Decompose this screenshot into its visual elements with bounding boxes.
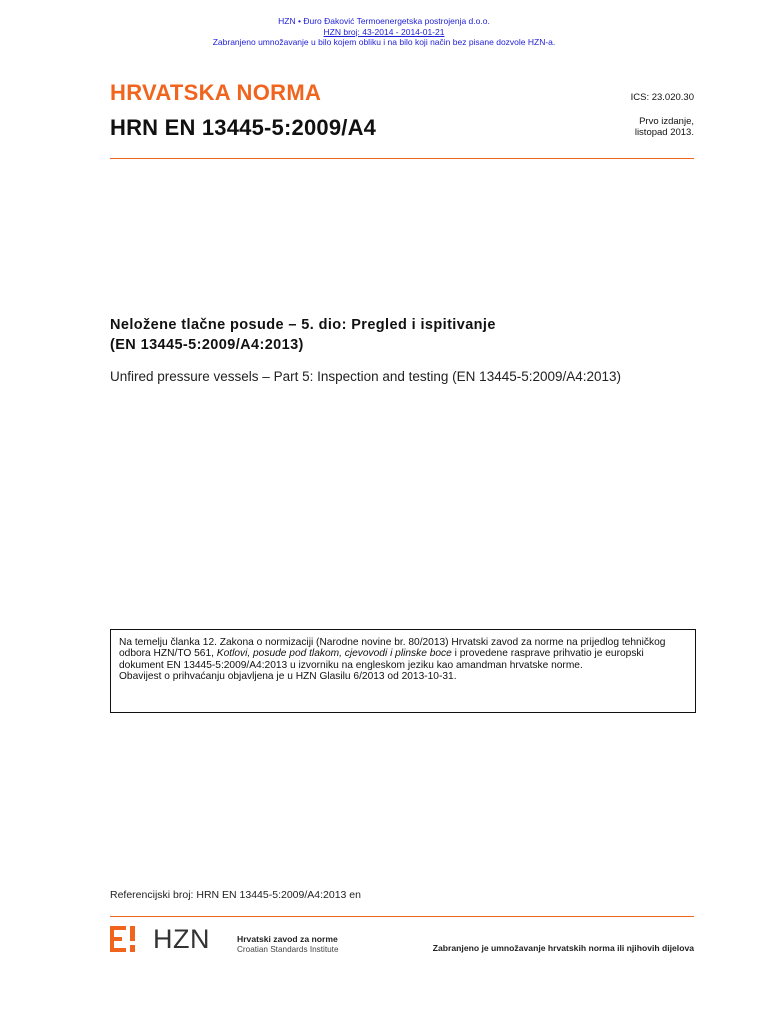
header-divider — [110, 158, 694, 159]
notice-text-part1: Na temelju članka 12. Zakona o normizaciji (Narodne novine br. 80/2013) Hrvatski zavod za norme na prijedlog tehničkog odbora HZN/TO 561, — [119, 637, 666, 660]
english-title: Unfired pressure vessels – Part 5: Inspection and testing (EN 13445-5:2009/A4:2013) — [110, 369, 622, 384]
copyright-notice: Zabranjeno je umnožavanje hrvatskih norma ili njihovih dijelova — [432, 943, 694, 953]
hzn-logo-icon — [110, 926, 136, 952]
ics-code: ICS: 23.020.30 — [630, 92, 694, 103]
watermark-line-prohibition: Zabranjeno umnožavanje u bilo kojem obliku i na bilo koji način bez pisane dozvole HZN-a. — [212, 37, 556, 47]
edition-date: listopad 2013. — [634, 127, 694, 138]
standard-number: HRN EN 13445-5:2009/A4 — [110, 115, 377, 140]
adoption-notice-box — [110, 629, 696, 713]
watermark-block — [0, 16, 768, 48]
institute-name-hr: Hrvatski zavod za norme — [237, 934, 338, 944]
edition-info — [635, 116, 694, 138]
croatian-title-line2: (EN 13445-5:2009/A4:2013) — [110, 337, 304, 353]
footer-divider — [110, 916, 694, 917]
notice-committee-name: Kotlovi, posude pod tlakom, cjevovodi i plinske boce — [216, 648, 452, 660]
watermark-line-number: HZN broj: 43-2014 - 2014-01-21 — [323, 26, 445, 37]
edition-line: Prvo izdanje, — [639, 116, 694, 127]
croatian-title — [110, 315, 496, 355]
notice-text-part2: i provedene rasprave prihvatio je europski dokument EN 13445-5:2009/A4:2013 u izvorniku na engleskom jeziku kao amandman hrvatske norme. — [119, 648, 644, 671]
norm-label: HRVATSKA NORMA — [110, 80, 322, 105]
croatian-title-line1: Neložene tlačne posude – 5. dio: Pregled i ispitivanje — [110, 317, 496, 333]
hzn-logo-text: HZN — [153, 924, 210, 954]
watermark-line-company: HZN • Đuro Đaković Termoenergetska postrojenja d.o.o. — [278, 16, 490, 26]
notice-text-part3: Obavijest o prihvaćanju objavljena je u HZN Glasilu 6/2013 od 2013-10-31. — [119, 670, 457, 682]
reference-number: Referencijski broj: HRN EN 13445-5:2009/A4:2013 en — [110, 889, 361, 901]
institute-name-en: Croatian Standards Institute — [237, 945, 339, 954]
